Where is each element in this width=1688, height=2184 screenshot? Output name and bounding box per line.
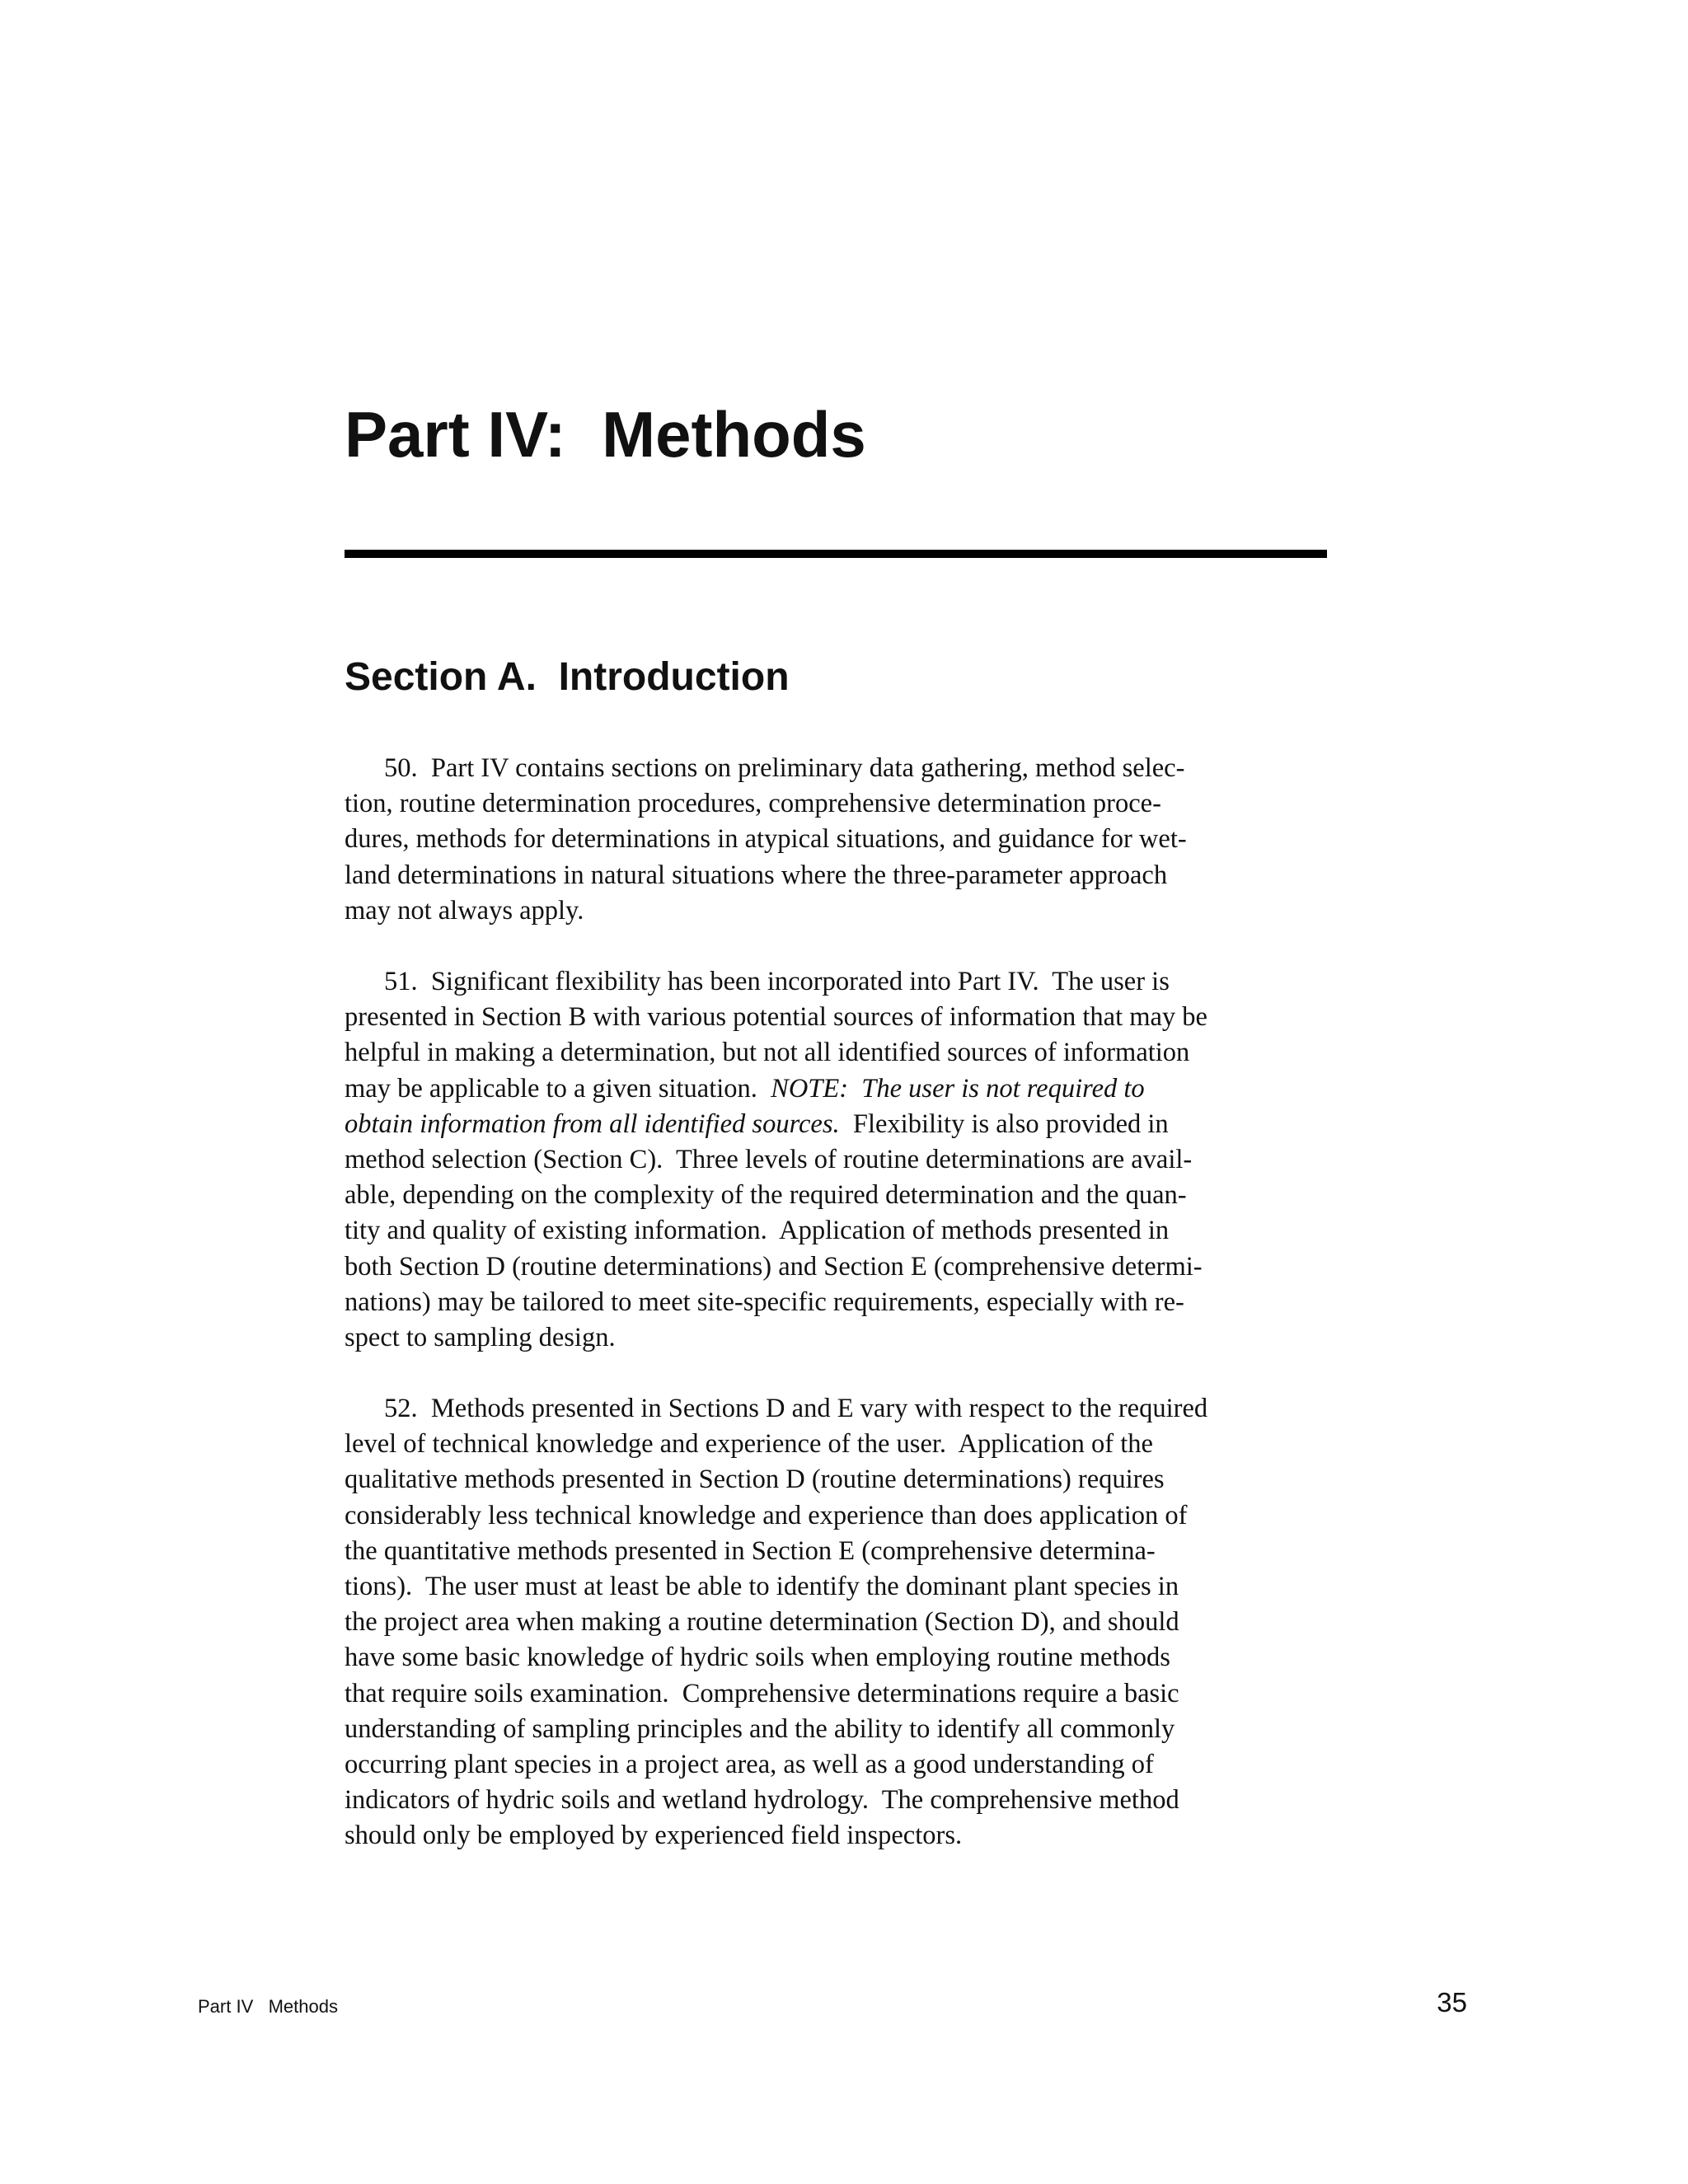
paragraph-51-line: method selection (Section C). Three levels of routine determinations are avail- [345,1145,1193,1175]
footer-running-title: Part IV Methods [198,1996,338,2017]
paragraph-52-line: understanding of sampling principles and the ability to identify all commonly [345,1713,1175,1744]
note-text: obtain information from all identified sources. [345,1108,840,1139]
paragraph-51-line: spect to sampling design. [345,1323,616,1353]
paragraph-51 [345,964,1367,1356]
paragraph-51-line: able, depending on the complexity of the required determination and the quan- [345,1180,1187,1211]
paragraph-51-text: may be applicable to a given situation. [345,1073,771,1104]
paragraph-52-line: that require soils examination. Comprehensive determinations require a basic [345,1678,1179,1708]
paragraph-51-line: presented in Section B with various potential sources of information that may be [345,1002,1207,1033]
paragraph-51-line: 51. Significant flexibility has been incorporated into Part IV. The user is [384,967,1170,996]
paragraph-51-line: both Section D (routine determinations) and Section E (comprehensive determi- [345,1251,1203,1282]
paragraph-51-line: helpful in making a determination, but not all identified sources of information [345,1038,1190,1068]
paragraph-52-line: the quantitative methods presented in Section E (comprehensive determina- [345,1535,1156,1566]
paragraph-52-line: tions). The user must at least be able to identify the dominant plant species in [345,1572,1179,1602]
paragraph-51-text: Flexibility is also provided in [839,1108,1169,1139]
paragraph-52-line: have some basic knowledge of hydric soils when employing routine methods [345,1643,1170,1673]
paragraph-52-line: should only be employed by experienced field inspectors. [345,1821,963,1851]
page-number: 35 [1437,1987,1467,2018]
paragraph-52-line: considerably less technical knowledge and experience than does application of [345,1500,1188,1530]
paragraph-52-line: the project area when making a routine determination (Section D), and should [345,1607,1179,1638]
part-title: Part IV: Methods [345,398,866,471]
note-text: NOTE: The user is not required to [771,1073,1145,1104]
paragraph-51-line: nations) may be tailored to meet site-specific requirements, especially with re- [345,1286,1184,1317]
paragraph-52 [345,1391,1367,1854]
paragraph-50-line: tion, routine determination procedures, comprehensive determination proce- [345,789,1161,819]
section-heading: Section A. Introduction [345,655,790,699]
paragraph-52-line: occurring plant species in a project area, as well as a good understanding of [345,1750,1154,1780]
paragraph-52-line: level of technical knowledge and experience of the user. Application of the [345,1429,1153,1460]
paragraph-50-line: dures, methods for determinations in atypical situations, and guidance for wet- [345,824,1187,855]
paragraph-50-line: 50. Part IV contains sections on preliminary data gathering, method selec- [384,753,1185,783]
paragraph-50-line: may not always apply. [345,895,584,926]
paragraph-51-line [345,1071,1367,1107]
paragraph-51-line: tity and quality of existing information. Application of methods presented in [345,1216,1170,1246]
paragraph-52-line: 52. Methods presented in Sections D and E vary with respect to the required [384,1394,1208,1423]
paragraph-50-line: land determinations in natural situations where the three-parameter approach [345,860,1168,890]
paragraph-52-line: indicators of hydric soils and wetland hydrology. The comprehensive method [345,1785,1179,1816]
paragraph-51-line [345,1107,1367,1142]
title-rule [345,550,1327,558]
paragraph-50 [345,751,1367,929]
paragraph-52-line: qualitative methods presented in Section D (routine determinations) requires [345,1465,1165,1495]
